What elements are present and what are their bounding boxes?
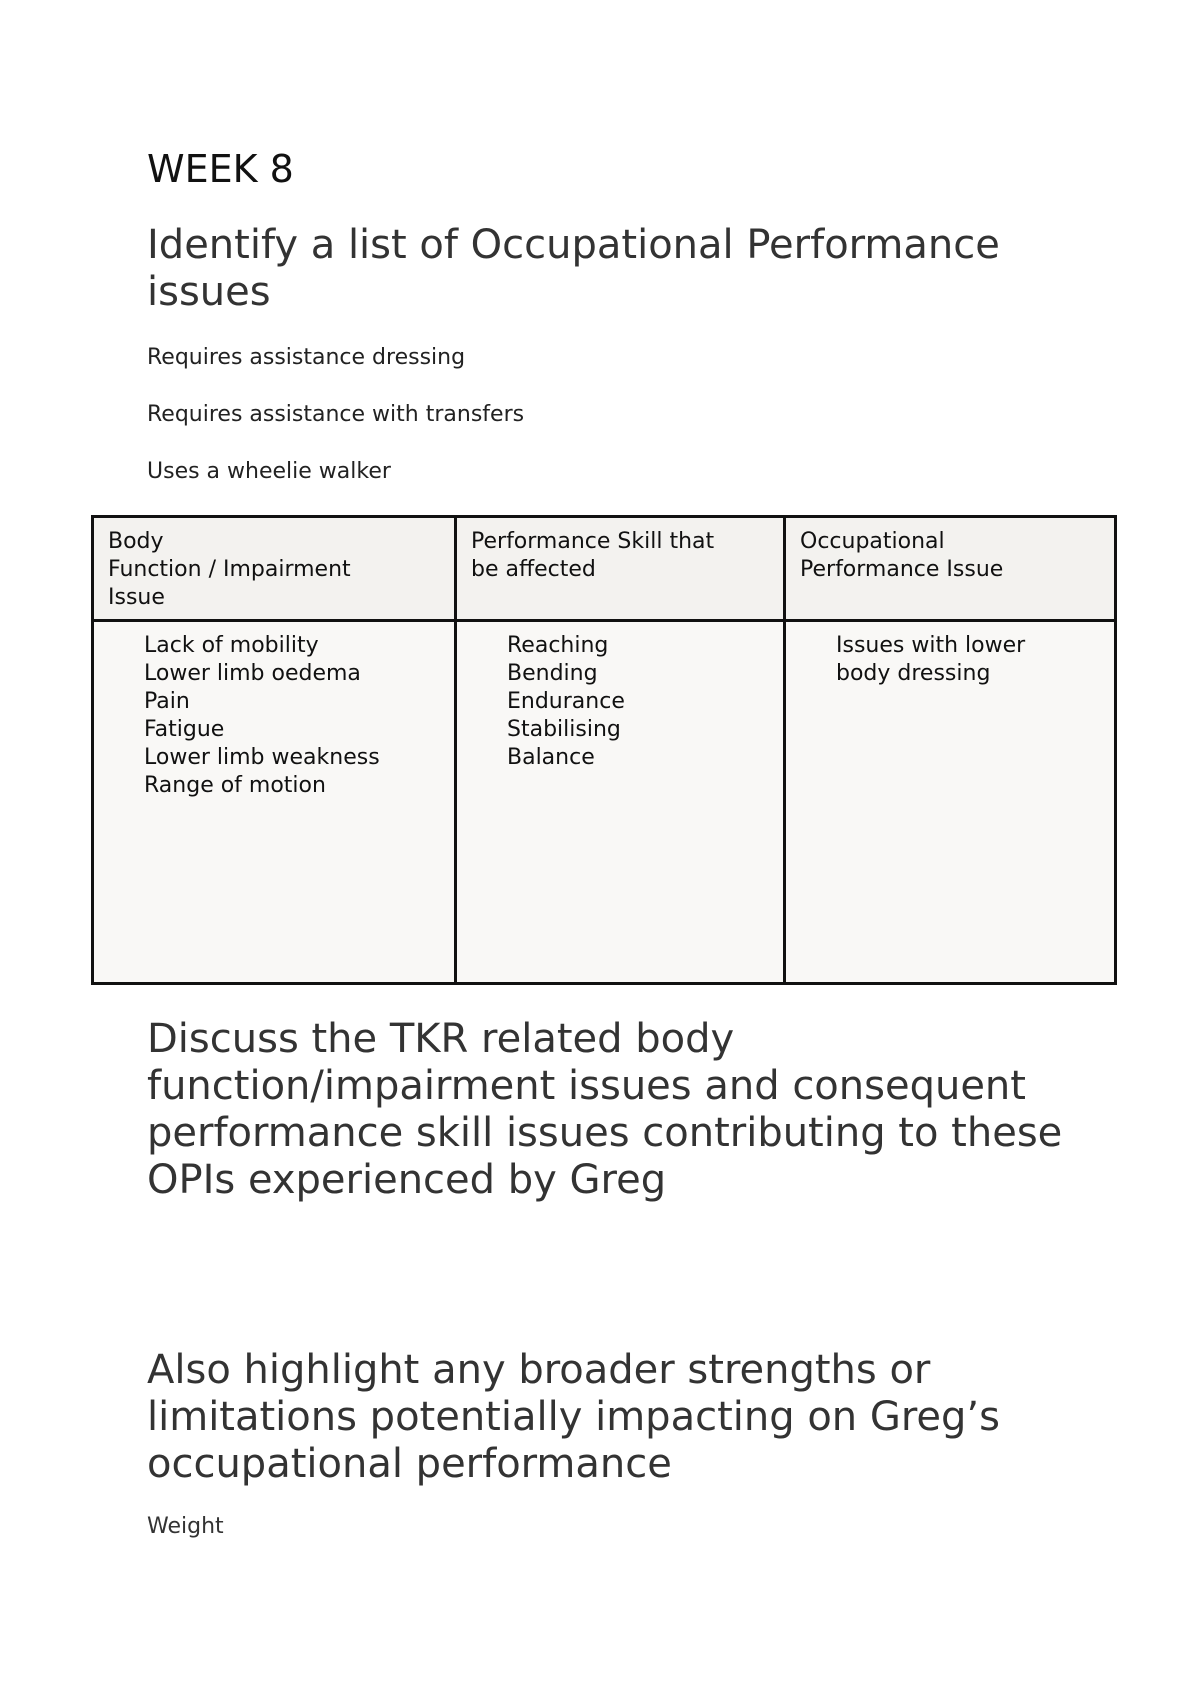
table-cell-body-function [94, 622, 457, 982]
table-header-text: Occupational [800, 529, 945, 554]
list-item: Lower limb oedema [144, 661, 361, 686]
table-header-body-function [94, 518, 457, 622]
table-header-occupational-issue [786, 518, 1114, 622]
table-header-text: be affected [471, 557, 596, 582]
strength-item: Weight [147, 1514, 224, 1539]
table-cell-occupational-issue [786, 622, 1114, 982]
list-item: Stabilising [507, 717, 621, 742]
list-item: Balance [507, 745, 595, 770]
discuss-heading: Discuss the TKR related body function/impairment issues and consequent performance skill issues contributing to these OPIs experienced by Greg [147, 1016, 1063, 1203]
week-title: WEEK 8 [147, 147, 294, 191]
list-item: Pain [144, 689, 190, 714]
issue-item: Requires assistance dressing [147, 345, 466, 370]
issue-item: Requires assistance with transfers [147, 402, 525, 427]
table-header-text: Performance Issue [800, 557, 1004, 582]
identify-heading: Identify a list of Occupational Performance issues [147, 222, 1000, 315]
table-cell-performance-skill [457, 622, 786, 982]
list-item: Lower limb weakness [144, 745, 380, 770]
table-header-text: Issue [108, 585, 165, 610]
list-item: Bending [507, 661, 598, 686]
highlight-heading: Also highlight any broader strengths or limitations potentially impacting on Greg’s occupational performance [147, 1347, 1000, 1487]
table-header-text: Performance Skill that [471, 529, 715, 554]
list-item: Fatigue [144, 717, 225, 742]
list-item: Range of motion [144, 773, 326, 798]
table-header-text: Body [108, 529, 164, 554]
list-item: body dressing [836, 661, 991, 686]
table-header-performance-skill [457, 518, 786, 622]
table-header-text: Function / Impairment [108, 557, 351, 582]
list-item: Reaching [507, 633, 609, 658]
issue-item: Uses a wheelie walker [147, 459, 391, 484]
opi-table [91, 515, 1117, 985]
list-item: Issues with lower [836, 633, 1026, 658]
list-item: Endurance [507, 689, 625, 714]
list-item: Lack of mobility [144, 633, 319, 658]
